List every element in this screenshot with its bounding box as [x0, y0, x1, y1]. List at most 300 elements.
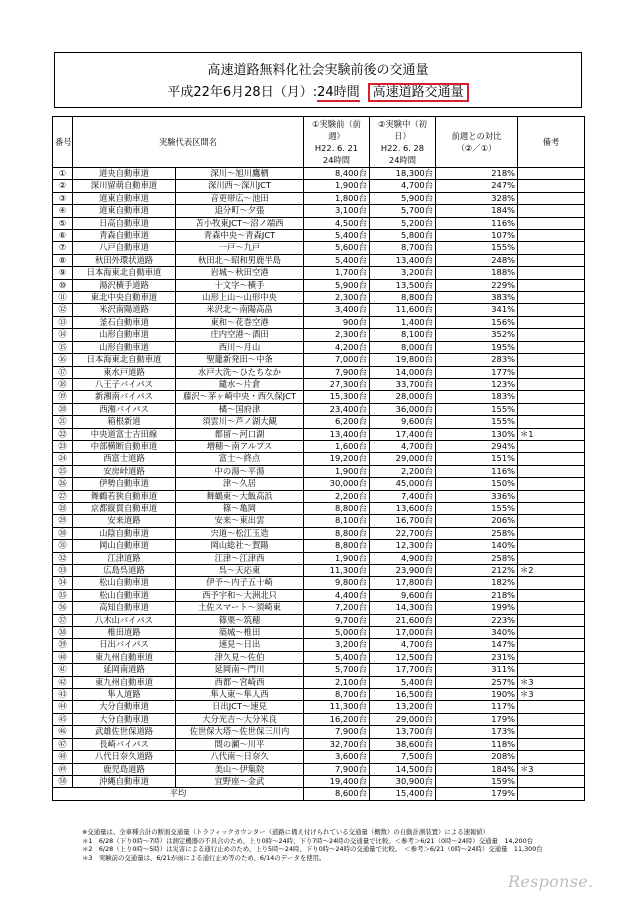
table-row: [53, 502, 585, 514]
table-row: [53, 552, 585, 564]
row-number: ⑪: [53, 292, 73, 304]
table-row: [53, 664, 585, 676]
subtitle-duration: 24時間: [317, 85, 360, 100]
road-name: 椎田道路: [73, 627, 176, 639]
remark: ＊2: [518, 565, 585, 577]
row-number: ㉖: [53, 478, 73, 490]
volume-during: 17,000台: [370, 627, 436, 639]
ratio-value: 155%: [436, 416, 518, 428]
volume-during: 18,300台: [370, 168, 436, 180]
ratio-value: 130%: [436, 428, 518, 440]
remark: [518, 527, 585, 539]
section-name: 篠～亀岡: [176, 502, 304, 514]
remark: [518, 416, 585, 428]
remark: [518, 230, 585, 242]
table-row: [53, 763, 585, 775]
ratio-value: 218%: [436, 589, 518, 601]
ratio-value: 340%: [436, 627, 518, 639]
section-name: 都留～河口湖: [176, 428, 304, 440]
volume-during: 33,700台: [370, 378, 436, 390]
volume-during: 14,300台: [370, 602, 436, 614]
table-row: [53, 738, 585, 750]
section-name: 青森中央～青森JCT: [176, 230, 304, 242]
ratio-value: 336%: [436, 490, 518, 502]
row-number: ⑩: [53, 279, 73, 291]
volume-before: 1,900台: [304, 180, 370, 192]
table-row: [53, 391, 585, 403]
row-number: ㉒: [53, 428, 73, 440]
ratio-value: 184%: [436, 763, 518, 775]
ratio-value: 248%: [436, 254, 518, 266]
remark: ＊3: [518, 676, 585, 688]
volume-during: 12,500台: [370, 651, 436, 663]
road-name: 中部横断自動車道: [73, 440, 176, 452]
volume-before: 5,700台: [304, 664, 370, 676]
ratio-value: 173%: [436, 726, 518, 738]
remark: [518, 267, 585, 279]
volume-before: 1,900台: [304, 465, 370, 477]
section-name: 美山～伊集院: [176, 763, 304, 775]
road-name: 伊勢自動車道: [73, 478, 176, 490]
section-name: 佐世保大塔～佐世保三川内: [176, 726, 304, 738]
road-name: 山形自動車道: [73, 341, 176, 353]
volume-during: 38,600台: [370, 738, 436, 750]
section-name: 八代南～日奈久: [176, 751, 304, 763]
remark: [518, 490, 585, 502]
ratio-value: 155%: [436, 502, 518, 514]
ratio-value: 147%: [436, 639, 518, 651]
road-name: 深川留萌自動車道: [73, 180, 176, 192]
road-name: 日本海東北自動車道: [73, 267, 176, 279]
table-row: [53, 267, 585, 279]
section-name: 秋田北～昭和男鹿半島: [176, 254, 304, 266]
volume-during: 5,900台: [370, 192, 436, 204]
remark: [518, 738, 585, 750]
ratio-value: 156%: [436, 316, 518, 328]
footnotes: [82, 828, 543, 862]
remark: [518, 639, 585, 651]
section-name: 江津～江津西: [176, 552, 304, 564]
road-name: 京都縦貫自動車道: [73, 502, 176, 514]
volume-before: 1,600台: [304, 440, 370, 452]
table-row: [53, 279, 585, 291]
remark: [518, 192, 585, 204]
volume-during: 5,800台: [370, 230, 436, 242]
volume-during: 2,200台: [370, 465, 436, 477]
section-name: 伊予～内子五十崎: [176, 577, 304, 589]
section-name: 土佐スマート～須崎東: [176, 602, 304, 614]
road-name: 長崎バイパス: [73, 738, 176, 750]
road-name: 湯沢横手道路: [73, 279, 176, 291]
section-name: 庄内空港～酒田: [176, 329, 304, 341]
ratio-value: 150%: [436, 478, 518, 490]
volume-before: 8,100台: [304, 515, 370, 527]
section-name: 十文字～横手: [176, 279, 304, 291]
row-number: ⑯: [53, 354, 73, 366]
road-name: 八木山バイパス: [73, 614, 176, 626]
ratio-value: 151%: [436, 453, 518, 465]
ratio-value: 188%: [436, 267, 518, 279]
section-name: 深川～旭川鷹栖: [176, 168, 304, 180]
subtitle-boxed-label: 高速道路交通量: [368, 83, 469, 102]
row-number: ㊲: [53, 614, 73, 626]
road-name: 安房峠道路: [73, 465, 176, 477]
volume-before: 19,200台: [304, 453, 370, 465]
table-row: [53, 639, 585, 651]
table-row: [53, 242, 585, 254]
ratio-value: 206%: [436, 515, 518, 527]
road-name: 米沢南陽道路: [73, 304, 176, 316]
section-name: 西都～宮崎西: [176, 676, 304, 688]
remark: [518, 726, 585, 738]
remark: [518, 242, 585, 254]
row-number: ⑧: [53, 254, 73, 266]
volume-before: 8,800台: [304, 502, 370, 514]
section-name: 鑓水～片倉: [176, 378, 304, 390]
road-name: 広島呉道路: [73, 565, 176, 577]
volume-before: 4,400台: [304, 589, 370, 601]
table-row: [53, 589, 585, 601]
volume-during: 13,500台: [370, 279, 436, 291]
section-name: 津久見～佐伯: [176, 651, 304, 663]
volume-during: 7,500台: [370, 751, 436, 763]
row-number: ㊱: [53, 602, 73, 614]
ratio-value: 177%: [436, 366, 518, 378]
section-name: 安来～東出雲: [176, 515, 304, 527]
row-number: ㊺: [53, 713, 73, 725]
row-number: ㊶: [53, 664, 73, 676]
volume-before: 8,400台: [304, 168, 370, 180]
table-row: [53, 192, 585, 204]
volume-before: 32,700台: [304, 738, 370, 750]
ratio-value: 183%: [436, 391, 518, 403]
volume-during: 5,700台: [370, 205, 436, 217]
remark: [518, 304, 585, 316]
volume-during: 36,000台: [370, 403, 436, 415]
road-name: 安来道路: [73, 515, 176, 527]
road-name: 秋田外環状道路: [73, 254, 176, 266]
table-row: [53, 713, 585, 725]
row-number: ③: [53, 192, 73, 204]
ratio-value: 247%: [436, 180, 518, 192]
ratio-value: 118%: [436, 738, 518, 750]
section-name: 音更帯広～池田: [176, 192, 304, 204]
row-number: ㉔: [53, 453, 73, 465]
row-number: ㊾: [53, 763, 73, 775]
row-number: ㉙: [53, 515, 73, 527]
volume-before: 8,800台: [304, 527, 370, 539]
remark: [518, 614, 585, 626]
volume-before: 3,400台: [304, 304, 370, 316]
row-number: ㊻: [53, 726, 73, 738]
ratio-value: 155%: [436, 242, 518, 254]
ratio-value: 294%: [436, 440, 518, 452]
footnote: ＊3 実験前の交通量は、6/21が雨による通行止め等のため、6/14のデータを使用。: [82, 853, 326, 862]
remark: [518, 713, 585, 725]
section-name: 舞鶴東～大飯高浜: [176, 490, 304, 502]
table-row: [53, 230, 585, 242]
section-name: 岩城～秋田空港: [176, 267, 304, 279]
volume-before: 2,300台: [304, 292, 370, 304]
header-ratio: 前週との対比 （②／①）: [436, 117, 518, 168]
ratio-value: 190%: [436, 689, 518, 701]
ratio-value: 140%: [436, 540, 518, 552]
volume-during: 21,600台: [370, 614, 436, 626]
section-name: 中の湯～平湯: [176, 465, 304, 477]
volume-during: 3,200台: [370, 267, 436, 279]
volume-during: 19,800台: [370, 354, 436, 366]
volume-during: 17,400台: [370, 428, 436, 440]
road-name: 道東自動車道: [73, 205, 176, 217]
table-row: [53, 676, 585, 688]
road-name: 高知自動車道: [73, 602, 176, 614]
remark: [518, 453, 585, 465]
ratio-value: 341%: [436, 304, 518, 316]
table-row: [53, 168, 585, 180]
volume-during: 16,500台: [370, 689, 436, 701]
row-number: ㉘: [53, 502, 73, 514]
road-name: 鹿児島道路: [73, 763, 176, 775]
volume-before: 4,200台: [304, 341, 370, 353]
road-name: 東九州自動車道: [73, 651, 176, 663]
row-number: ⑮: [53, 341, 73, 353]
table-row: [53, 403, 585, 415]
volume-during: 5,400台: [370, 676, 436, 688]
ratio-value: 199%: [436, 602, 518, 614]
ratio-value: 155%: [436, 403, 518, 415]
header-section: 実験代表区間名: [73, 117, 304, 168]
table-row: [53, 627, 585, 639]
row-number: ㉗: [53, 490, 73, 502]
ratio-value: 258%: [436, 552, 518, 564]
volume-during: 14,500台: [370, 763, 436, 775]
ratio-value: 195%: [436, 341, 518, 353]
volume-before: 3,200台: [304, 639, 370, 651]
road-name: 日出バイパス: [73, 639, 176, 651]
volume-during: 13,400台: [370, 254, 436, 266]
volume-before: 30,000台: [304, 478, 370, 490]
road-name: 大分自動車道: [73, 713, 176, 725]
table-row: [53, 490, 585, 502]
section-name: 西予宇和～大洲北只: [176, 589, 304, 601]
section-name: 深川西～深川JCT: [176, 180, 304, 192]
remark: [518, 515, 585, 527]
remark: [518, 651, 585, 663]
volume-before: 13,400台: [304, 428, 370, 440]
table-row: [53, 478, 585, 490]
section-name: 延岡南～門川: [176, 664, 304, 676]
table-row: [53, 205, 585, 217]
table-row: [53, 527, 585, 539]
section-name: 呉～天応東: [176, 565, 304, 577]
row-number: ㉝: [53, 565, 73, 577]
row-number: ⑨: [53, 267, 73, 279]
road-name: 沖縄自動車道: [73, 775, 176, 787]
remark: [518, 254, 585, 266]
ratio-value: 107%: [436, 230, 518, 242]
road-name: 中央道富士吉田線: [73, 428, 176, 440]
volume-before: 4,500台: [304, 217, 370, 229]
ratio-value: 223%: [436, 614, 518, 626]
volume-before: 7,900台: [304, 763, 370, 775]
volume-before: 8,800台: [304, 540, 370, 552]
table-row: [53, 440, 585, 452]
table-row: [53, 316, 585, 328]
volume-before: 1,700台: [304, 267, 370, 279]
volume-before: 5,400台: [304, 651, 370, 663]
volume-during: 9,600台: [370, 589, 436, 601]
table-row: [53, 602, 585, 614]
volume-during: 8,000台: [370, 341, 436, 353]
average-remark: [518, 788, 585, 800]
row-number: ㉚: [53, 527, 73, 539]
ratio-value: 328%: [436, 192, 518, 204]
table-row: [53, 540, 585, 552]
volume-before: 11,300台: [304, 565, 370, 577]
volume-during: 23,900台: [370, 565, 436, 577]
remark: ＊3: [518, 689, 585, 701]
road-name: 日高自動車道: [73, 217, 176, 229]
section-name: 宜野座～金武: [176, 775, 304, 787]
row-number: ①: [53, 168, 73, 180]
row-number: ⑤: [53, 217, 73, 229]
road-name: 西富士道路: [73, 453, 176, 465]
ratio-value: 116%: [436, 465, 518, 477]
average-label: 平均: [53, 788, 304, 800]
volume-during: 8,800台: [370, 292, 436, 304]
ratio-value: 117%: [436, 701, 518, 713]
remark: [518, 701, 585, 713]
section-name: 築城～椎田: [176, 627, 304, 639]
volume-during: 28,000台: [370, 391, 436, 403]
volume-before: 11,300台: [304, 701, 370, 713]
footnote: ※交通量は、全車種合計の断面交通量（トラフィックカウンター（道路に備え付けられている交通量（概数）の自動計測装置）による速報値）: [82, 828, 490, 836]
volume-before: 5,900台: [304, 279, 370, 291]
row-number: ㊼: [53, 738, 73, 750]
ratio-value: 258%: [436, 527, 518, 539]
road-name: 武雄佐世保道路: [73, 726, 176, 738]
row-number: ㊵: [53, 651, 73, 663]
table-row: [53, 304, 585, 316]
remark: [518, 775, 585, 787]
row-number: ㉑: [53, 416, 73, 428]
remark: [518, 354, 585, 366]
volume-during: 14,000台: [370, 366, 436, 378]
row-number: ⑰: [53, 366, 73, 378]
section-name: 聖籠新発田～中条: [176, 354, 304, 366]
volume-during: 22,700台: [370, 527, 436, 539]
volume-before: 7,900台: [304, 366, 370, 378]
road-name: 八戸自動車道: [73, 242, 176, 254]
road-name: 八代日奈久道路: [73, 751, 176, 763]
table-row: [53, 751, 585, 763]
table-row: [53, 354, 585, 366]
road-name: 東北中央自動車道: [73, 292, 176, 304]
remark: [518, 217, 585, 229]
volume-during: 29,000台: [370, 713, 436, 725]
volume-during: 9,600台: [370, 416, 436, 428]
page-subtitle: [55, 81, 581, 100]
average-during: 15,400台: [370, 788, 436, 800]
remark: [518, 279, 585, 291]
ratio-value: 182%: [436, 577, 518, 589]
road-name: 山形自動車道: [73, 329, 176, 341]
table-row: [53, 254, 585, 266]
table-row: [53, 217, 585, 229]
table-row: [53, 775, 585, 787]
volume-during: 4,900台: [370, 552, 436, 564]
volume-before: 16,200台: [304, 713, 370, 725]
row-number: ⑫: [53, 304, 73, 316]
ratio-value: 383%: [436, 292, 518, 304]
table-row: [53, 689, 585, 701]
remark: [518, 478, 585, 490]
road-name: 江津道路: [73, 552, 176, 564]
volume-before: 7,000台: [304, 354, 370, 366]
volume-during: 11,600台: [370, 304, 436, 316]
row-number: ㊳: [53, 627, 73, 639]
road-name: 大分自動車道: [73, 701, 176, 713]
table-row: [53, 577, 585, 589]
volume-during: 4,700台: [370, 180, 436, 192]
volume-before: 5,000台: [304, 627, 370, 639]
table-body: [53, 168, 585, 801]
road-name: 舞鶴若狭自動車道: [73, 490, 176, 502]
section-name: 東和～花巻空港: [176, 316, 304, 328]
table-row: [53, 701, 585, 713]
section-name: 橘～国府津: [176, 403, 304, 415]
remark: [518, 205, 585, 217]
row-number: ②: [53, 180, 73, 192]
ratio-value: 123%: [436, 378, 518, 390]
row-number: ㉛: [53, 540, 73, 552]
remark: [518, 627, 585, 639]
remark: [518, 341, 585, 353]
row-number: ㉞: [53, 577, 73, 589]
section-name: 速見～日出: [176, 639, 304, 651]
section-name: 日出JCT～速見: [176, 701, 304, 713]
remark: [518, 292, 585, 304]
ratio-value: 159%: [436, 775, 518, 787]
remark: [518, 440, 585, 452]
section-name: 須雲川～芦ノ湖大観: [176, 416, 304, 428]
remark: [518, 329, 585, 341]
volume-before: 7,200台: [304, 602, 370, 614]
header-during: ②実験中（初日） H22. 6. 28 24時間: [370, 117, 436, 168]
section-name: 米沢北～南陽高畠: [176, 304, 304, 316]
remark: [518, 540, 585, 552]
header-before: ①実験前（前週） H22. 6. 21 24時間: [304, 117, 370, 168]
remark: [518, 168, 585, 180]
row-number: ㉟: [53, 589, 73, 601]
row-number: ㊽: [53, 751, 73, 763]
row-number: ㉜: [53, 552, 73, 564]
remark: [518, 502, 585, 514]
volume-during: 45,000台: [370, 478, 436, 490]
volume-during: 12,300台: [370, 540, 436, 552]
section-name: 宍道～松江玉造: [176, 527, 304, 539]
section-name: 富士～終点: [176, 453, 304, 465]
row-number: ⑥: [53, 230, 73, 242]
page-title: 高速道路無料化社会実験前後の交通量: [207, 63, 429, 78]
subtitle-date: 平成22年6月28日（月）:: [167, 85, 318, 100]
section-name: 岡山総社～賀陽: [176, 540, 304, 552]
road-name: 道東自動車道: [73, 192, 176, 204]
row-number: ⑱: [53, 378, 73, 390]
ratio-value: 231%: [436, 651, 518, 663]
road-name: 松山自動車道: [73, 577, 176, 589]
row-number: ㊿: [53, 775, 73, 787]
